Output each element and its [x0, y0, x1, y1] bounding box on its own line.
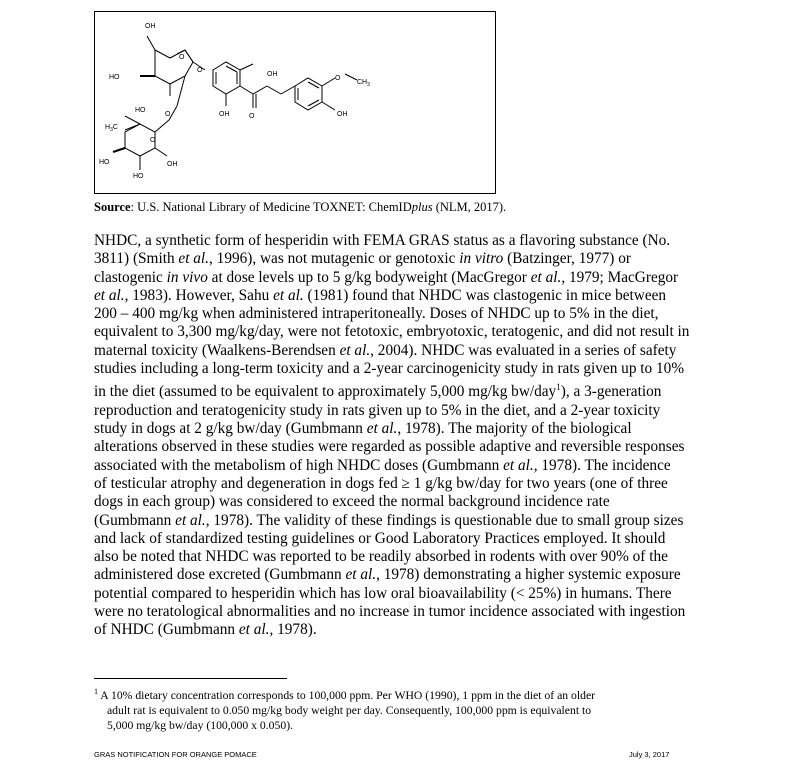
body-line: NHDC, a synthetic form of hesperidin with FEMA GRAS status as a flavoring substance (No.	[94, 232, 671, 249]
footnote-line: adult rat is equivalent to 0.050 mg/kg body weight per day. Consequently, 100,000 ppm is equivalent to	[107, 703, 592, 717]
body-line: (Gumbmann	[94, 511, 176, 529]
atom-o-ring: O	[179, 54, 185, 61]
body-line: maternal toxicity (Waalkens-Berendsen	[94, 341, 340, 359]
nhdc-structure-diagram	[95, 12, 495, 193]
source-text: : U.S. National Library of Medicine TOXNET: ChemID	[130, 200, 412, 214]
atom-o-glyco: O	[165, 111, 171, 118]
footnote	[94, 684, 694, 733]
atom-oh-top: OH	[145, 23, 156, 30]
footnote-ref[interactable]: 1	[556, 382, 561, 393]
body-italic: in vitro	[459, 250, 504, 268]
body-line: and lack of standardized testing guidelines or Good Laboratory Practices employed. It should	[94, 529, 666, 547]
atom-oh-right: OH	[337, 111, 348, 118]
atom-o-lower-ring: O	[150, 137, 156, 144]
atom-ho-lowest: HO	[133, 173, 144, 180]
footnote-marker: 1	[94, 687, 98, 696]
body-italic: et al.	[238, 621, 270, 639]
atom-oh-bottom-a: OH	[219, 111, 230, 118]
body-line: (1981) found that NHDC was clastogenic in mice between	[303, 286, 667, 304]
body-line: , 2004). NHDC was evaluated in a series of safety	[370, 341, 677, 359]
chemical-structure-figure	[94, 11, 496, 194]
body-line: , 1979; MacGregor	[561, 268, 679, 286]
figure-source-caption	[94, 200, 506, 215]
body-italic: et al.	[339, 341, 371, 359]
body-italic: et al.	[530, 268, 562, 286]
atom-o-carbonyl: O	[249, 113, 255, 120]
body-line: alterations observed in these studies were regarded as possible adaptive and reversible responses	[94, 438, 685, 456]
source-label: Source	[94, 200, 131, 214]
atom-oh-phenol: OH	[267, 71, 278, 78]
body-line: , 1978). The validity of these findings is questionable due to small group sizes	[205, 511, 684, 529]
body-line: were no teratological abnormalities and no increase in tumor incidence associated with ingestion	[94, 603, 686, 621]
body-line: associated with the metabolism of high NHDC doses (Gumbmann	[94, 456, 504, 474]
footnote-text: A 10% dietary concentration corresponds to 100,000 ppm. Per WHO (1990), 1 ppm in the diet of an older	[98, 688, 596, 702]
atom-ho-left: HO	[109, 74, 120, 81]
body-line: clastogenic	[94, 268, 167, 286]
body-line: in the diet (assumed to be equivalent to approximately 5,000 mg/kg bw/day	[94, 383, 557, 401]
body-line: studies including a long-term toxicity and a 2-year carcinogenicity study in rats given up to 10%	[94, 360, 685, 378]
body-line: administered dose excreted (Gumbmann	[94, 566, 346, 584]
body-line: , 1978).	[269, 621, 317, 639]
body-line: , 1978). The majority of the biological	[397, 420, 632, 438]
body-italic: et al.	[345, 566, 377, 584]
body-italic: in vivo	[166, 268, 208, 286]
body-line: also be noted that NHDC was reported to be readily absorbed in rodents with over 90% of the	[94, 548, 668, 566]
atom-ch3: $CH_3$	[357, 79, 370, 88]
body-line: , 1983). However, Sahu	[124, 286, 274, 304]
body-line: of testicular atrophy and degeneration in dogs fed ≥ 1 g/kg bw/day for two years (one of three	[94, 474, 668, 492]
atom-ho-ring: HO	[135, 107, 146, 114]
body-line: at dose levels up to 5 g/kg bodyweight (MacGregor	[207, 268, 531, 286]
body-italic: et al.	[273, 286, 304, 304]
body-line: reproduction and teratogenicity study in rats given up to 5% in the diet, and a 2-year toxicity	[94, 401, 661, 419]
body-line: potential compared to hesperidin which has low oral bioavailability (< 25%) in humans. There	[94, 584, 672, 602]
source-italic: plus	[411, 200, 433, 214]
body-line: ), a 3-generation	[560, 383, 662, 401]
footnote-line: 5,000 mg/kg bw/day (100,000 x 0.050).	[107, 718, 294, 732]
source-year: (NLM, 2017).	[432, 200, 507, 214]
body-line: dogs in each group) was considered to exceed the normal background incidence rate	[94, 493, 610, 511]
body-line: equivalent to 3,300 mg/kg/day, were not fetotoxic, embryotoxic, teratogenic, and did not result in	[94, 323, 690, 341]
body-paragraph	[94, 232, 729, 640]
body-italic: et al.	[366, 420, 398, 438]
footnote-divider	[94, 678, 287, 679]
footer-date: July 3, 2017	[629, 750, 670, 759]
atom-oh-lower: OH	[167, 161, 178, 168]
atom-o-link: O	[197, 67, 203, 74]
body-line: , 1978) demonstrating a higher systemic exposure	[376, 566, 681, 584]
body-line: 200 – 400 mg/kg when administered intraperitoneally. Doses of NHDC up to 5% in the diet,	[94, 305, 659, 323]
body-italic: et al.	[94, 286, 125, 304]
footnote-line	[94, 684, 694, 703]
body-italic: et al.	[503, 456, 534, 474]
body-line: of NHDC (Gumbmann	[94, 621, 239, 639]
body-line: , 1978). The incidence	[533, 456, 671, 474]
footer-document-title: GRAS NOTIFICATION FOR ORANGE POMACE	[94, 750, 257, 759]
body-italic: et al.	[178, 250, 210, 268]
body-line: (Batzinger, 1977) or	[503, 250, 631, 268]
body-italic: et al.	[175, 511, 206, 529]
body-line: , 1996), was not mutagenic or genotoxic	[209, 250, 460, 268]
body-line: 3811) (Smith	[94, 250, 179, 268]
atom-h3c: $H_3C$	[105, 124, 118, 133]
atom-ho-lower: HO	[99, 159, 110, 166]
atom-o-methoxy: O	[335, 75, 341, 82]
body-line: study in dogs at 2 g/kg bw/day (Gumbmann	[94, 420, 367, 438]
